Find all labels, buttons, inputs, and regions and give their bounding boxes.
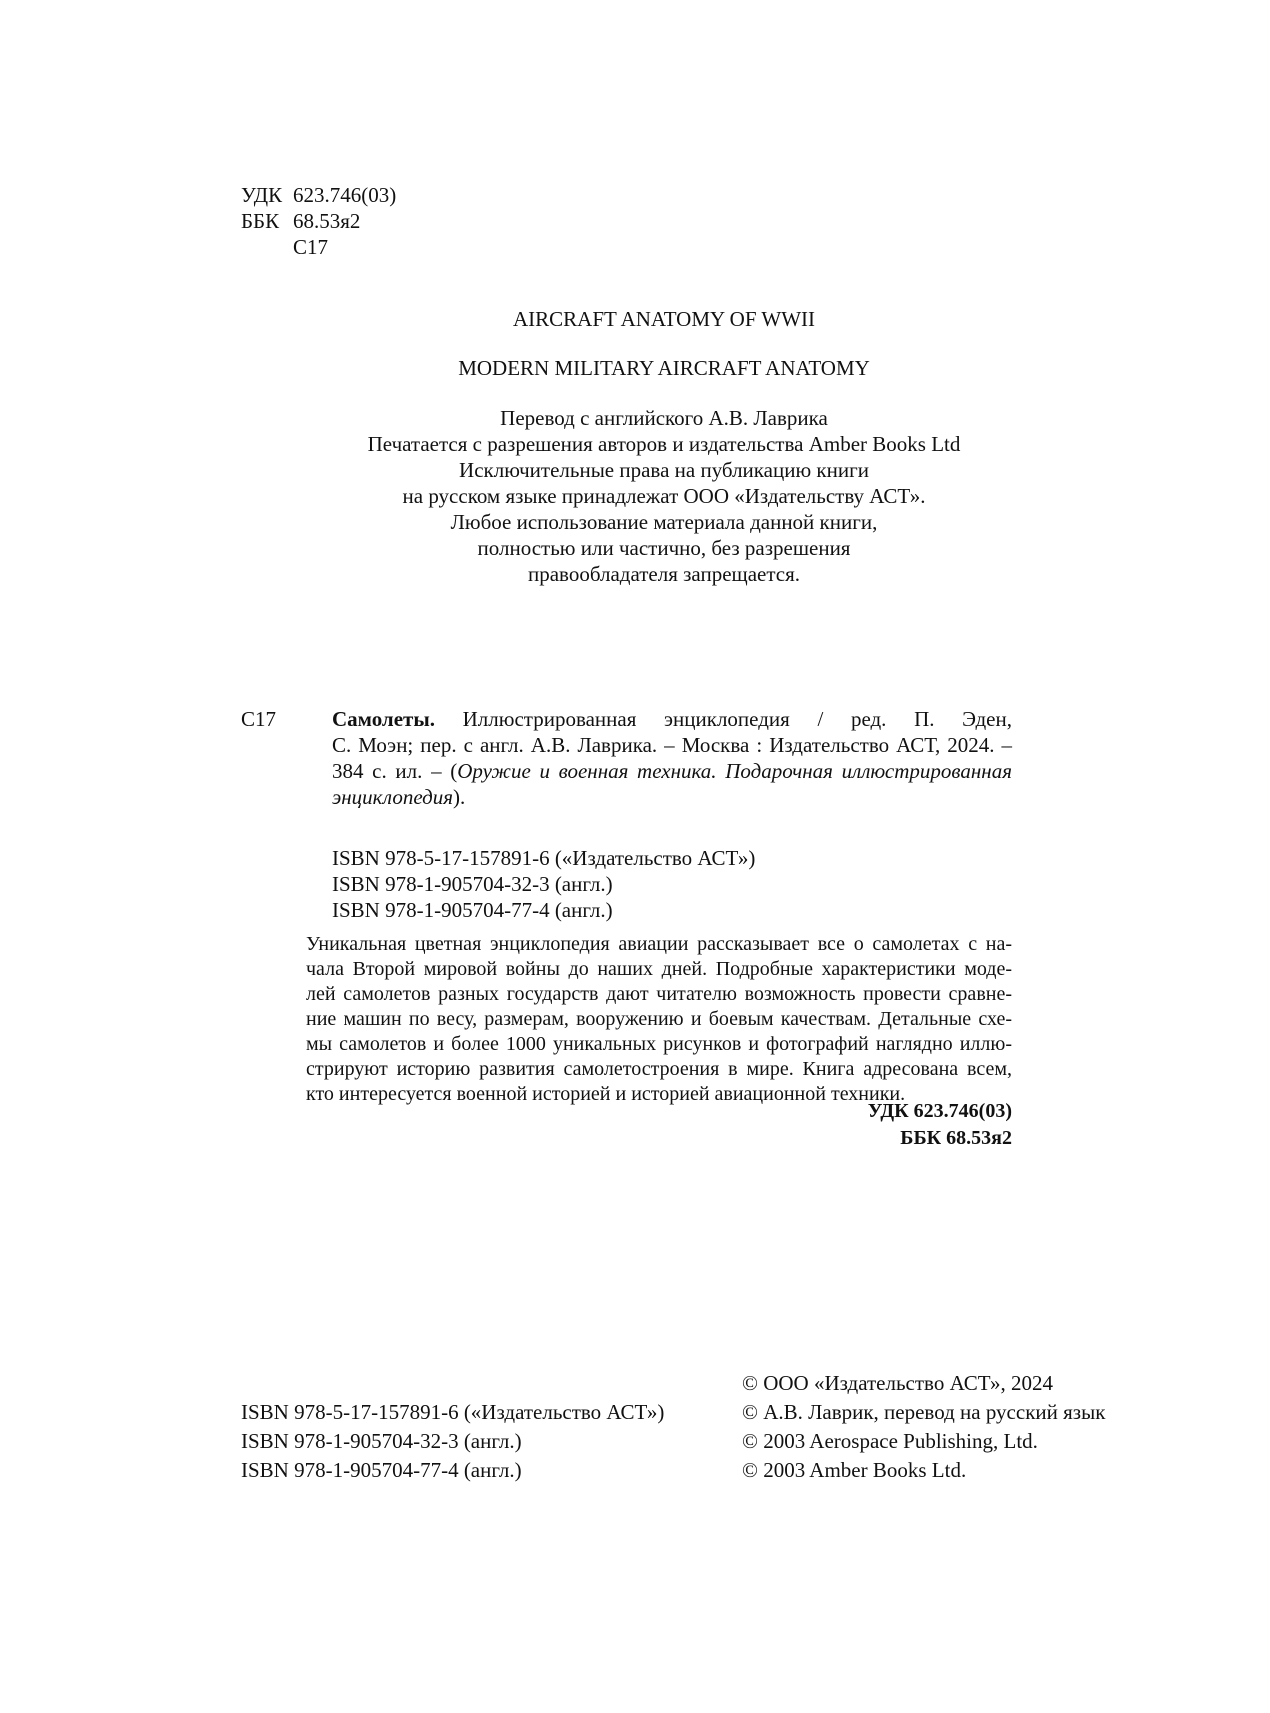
classification-block-top [241, 182, 396, 260]
author-sign-row [241, 234, 396, 260]
bbk-label: ББК [241, 209, 280, 233]
original-title-2: MODERN MILITARY AIRCRAFT ANATOMY [458, 356, 870, 380]
copyright-block [742, 1369, 1105, 1485]
footer-isbn-line: ISBN 978-1-905704-77-4 (англ.) [241, 1458, 522, 1482]
rights-line: Перевод с английского А.В. Лаврика [500, 406, 828, 430]
bbk-value: 68.53я2 [293, 209, 361, 233]
annotation-line: мы самолетов и более 1000 уникальных рисунков и фотографий наглядно иллю- [306, 1033, 1012, 1055]
rights-notice [0, 405, 1270, 587]
series-title-part-2: энциклопедия [332, 785, 454, 809]
bbk-row [241, 208, 396, 234]
author-sign: С17 [293, 235, 329, 259]
bib-line-1 [332, 706, 1012, 732]
isbn-line: ISBN 978-1-905704-32-3 (англ.) [332, 872, 613, 896]
copyright-line: © А.В. Лаврик, перевод на русский язык [742, 1400, 1106, 1424]
udk-bottom: УДК 623.746(03) [867, 1100, 1012, 1122]
book-title: Самолеты. [332, 707, 435, 731]
footer-isbn-line: ISBN 978-5-17-157891-6 («Издательство АСТ») [241, 1400, 665, 1424]
udk-value: 623.746(03) [293, 183, 397, 207]
bib-line-3 [332, 758, 1012, 784]
bibliographic-record [332, 706, 1012, 810]
annotation-line: чала Второй мировой войны до наших дней. Подробные характеристики моде- [306, 958, 1012, 980]
rights-line: Исключительные права на публикацию книги [459, 458, 869, 482]
rights-line: правообладателя запрещается. [527, 562, 800, 586]
rights-line: Любое использование материала данной книги, [450, 510, 878, 534]
udk-row [241, 182, 396, 208]
annotation-line: лей самолетов разных государств дают читателю возможность провести сравне- [306, 983, 1012, 1005]
copyright-line: © ООО «Издательство АСТ», 2024 [742, 1371, 1053, 1395]
series-title-part-1: Оружие и военная техника. Подарочная иллюстрированная [457, 759, 1012, 783]
rights-line: на русском языке принадлежат ООО «Издательству АСТ». [402, 484, 926, 508]
bib-line-1-rest: Иллюстрированная энциклопедия / ред. П. Эден, [434, 707, 1012, 731]
annotation-line: кто интересуется военной историей и историей авиационной техники. [306, 1083, 906, 1105]
isbn-list-record [332, 845, 755, 923]
bib-line-3-prefix: 384 с. ил. – ( [332, 759, 458, 783]
rights-line: полностью или частично, без разрешения [477, 536, 851, 560]
bib-line-2: С. Моэн; пер. с англ. А.В. Лаврика. – Москва : Издательство АСТ, 2024. – [332, 733, 1012, 757]
copyright-line: © 2003 Aerospace Publishing, Ltd. [742, 1429, 1038, 1453]
copyright-line: © 2003 Amber Books Ltd. [742, 1458, 967, 1482]
record-author-sign: С17 [241, 707, 277, 731]
annotation-line: ние машин по весу, размерам, вооружению и боевым качествам. Детальные схе- [306, 1008, 1012, 1030]
annotation-line: стрируют историю развития самолетостроения в мире. Книга адресована всем, [306, 1058, 1012, 1080]
isbn-line: ISBN 978-5-17-157891-6 («Издательство АСТ») [332, 846, 756, 870]
isbn-list-footer [241, 1398, 664, 1485]
udk-label: УДК [241, 183, 283, 207]
annotation-line: Уникальная цветная энциклопедия авиации рассказывает все о самолетах с на- [306, 933, 1012, 955]
bib-line-4-suffix: ). [453, 785, 466, 809]
rights-line: Печатается с разрешения авторов и издательства Amber Books Ltd [367, 432, 961, 456]
bbk-bottom: ББК 68.53я2 [900, 1127, 1012, 1149]
bib-line-4 [332, 784, 1012, 810]
classification-block-bottom [760, 1098, 1012, 1152]
footer-isbn-line: ISBN 978-1-905704-32-3 (англ.) [241, 1429, 522, 1453]
isbn-line: ISBN 978-1-905704-77-4 (англ.) [332, 898, 613, 922]
original-title-1: AIRCRAFT ANATOMY OF WWII [513, 307, 815, 331]
annotation [306, 932, 1012, 1107]
